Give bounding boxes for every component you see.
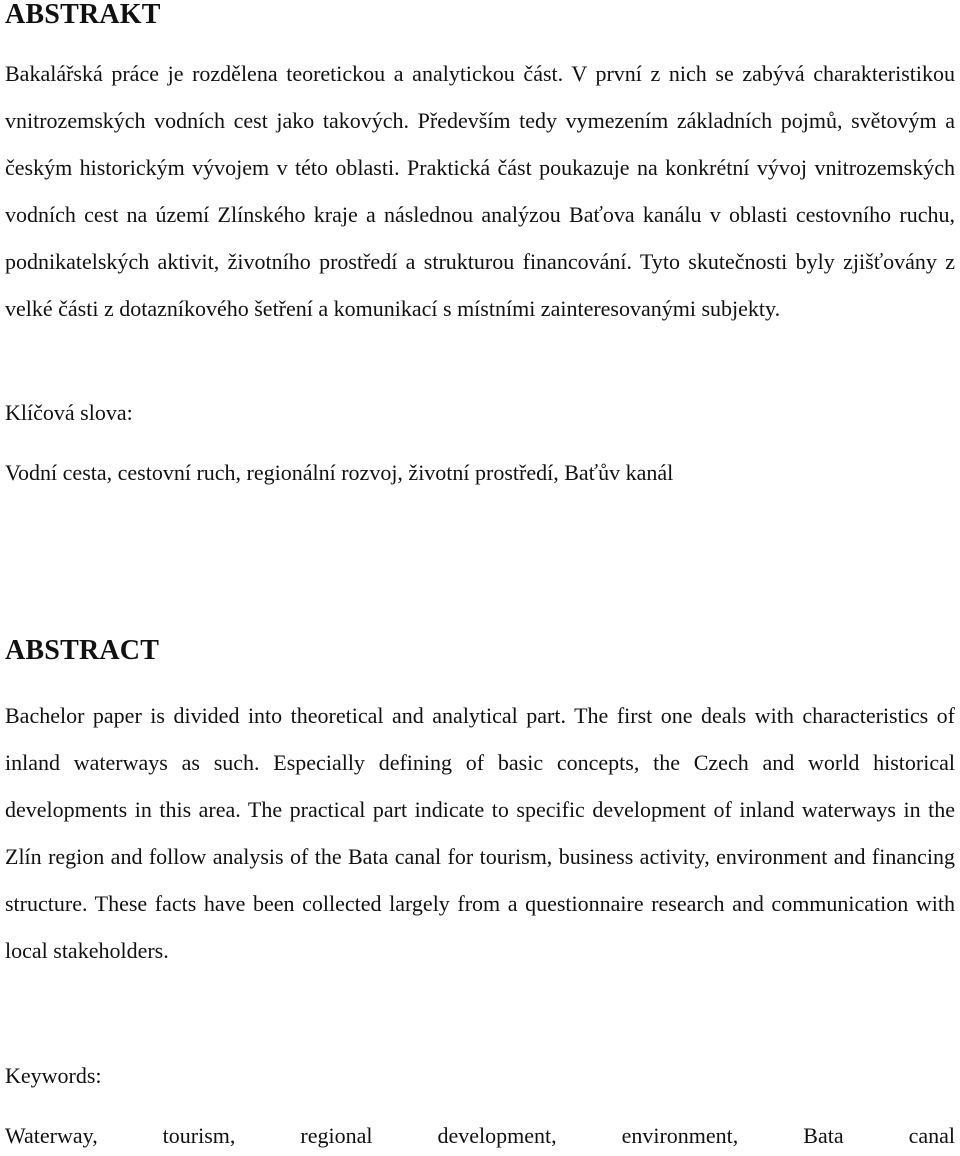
czech-keywords: Vodní cesta, cestovní ruch, regionální rozvoj, životní prostředí, Baťův kanál <box>5 460 674 485</box>
czech-abstract-body: Bakalářská práce je rozdělena teoretickou a analytickou část. V první z nich se zabývá charakteristikou vnitrozemských vodních cest jako takových. Především tedy vymezením základních pojmů, světovým a českým historickým vývojem v této oblasti. Praktická část poukazuje na konkrétní vývoj vnitrozemských vodních cest na území Zlínského kraje a následnou analýzou Baťova kanálu v oblasti cestovního ruchu, podnikatelských aktivit, životního prostředí a strukturou financování. Tyto skutečnosti byly zjišťovány z velké části z dotazníkového šetření a komunikací s místními zainteresovanými subjekty. <box>5 61 955 321</box>
czech-keywords-label: Klíčová slova: <box>5 400 133 425</box>
czech-abstract-heading: ABSTRAKT <box>5 0 161 30</box>
english-keywords: Waterway, tourism, regional development, environment, Bata canal <box>5 1123 955 1148</box>
english-keywords-label: Keywords: <box>5 1063 102 1088</box>
english-abstract-body: Bachelor paper is divided into theoretical and analytical part. The first one deals with characteristics of inland waterways as such. Especially defining of basic concepts, the Czech and world historical developments in this area. The practical part indicate to specific development of inland waterways in the Zlín region and follow analysis of the Bata canal for tourism, business activity, environment and financing structure. These facts have been collected largely from a questionnaire research and communication with local stakeholders. <box>5 703 955 963</box>
english-abstract-heading: ABSTRACT <box>5 635 160 666</box>
